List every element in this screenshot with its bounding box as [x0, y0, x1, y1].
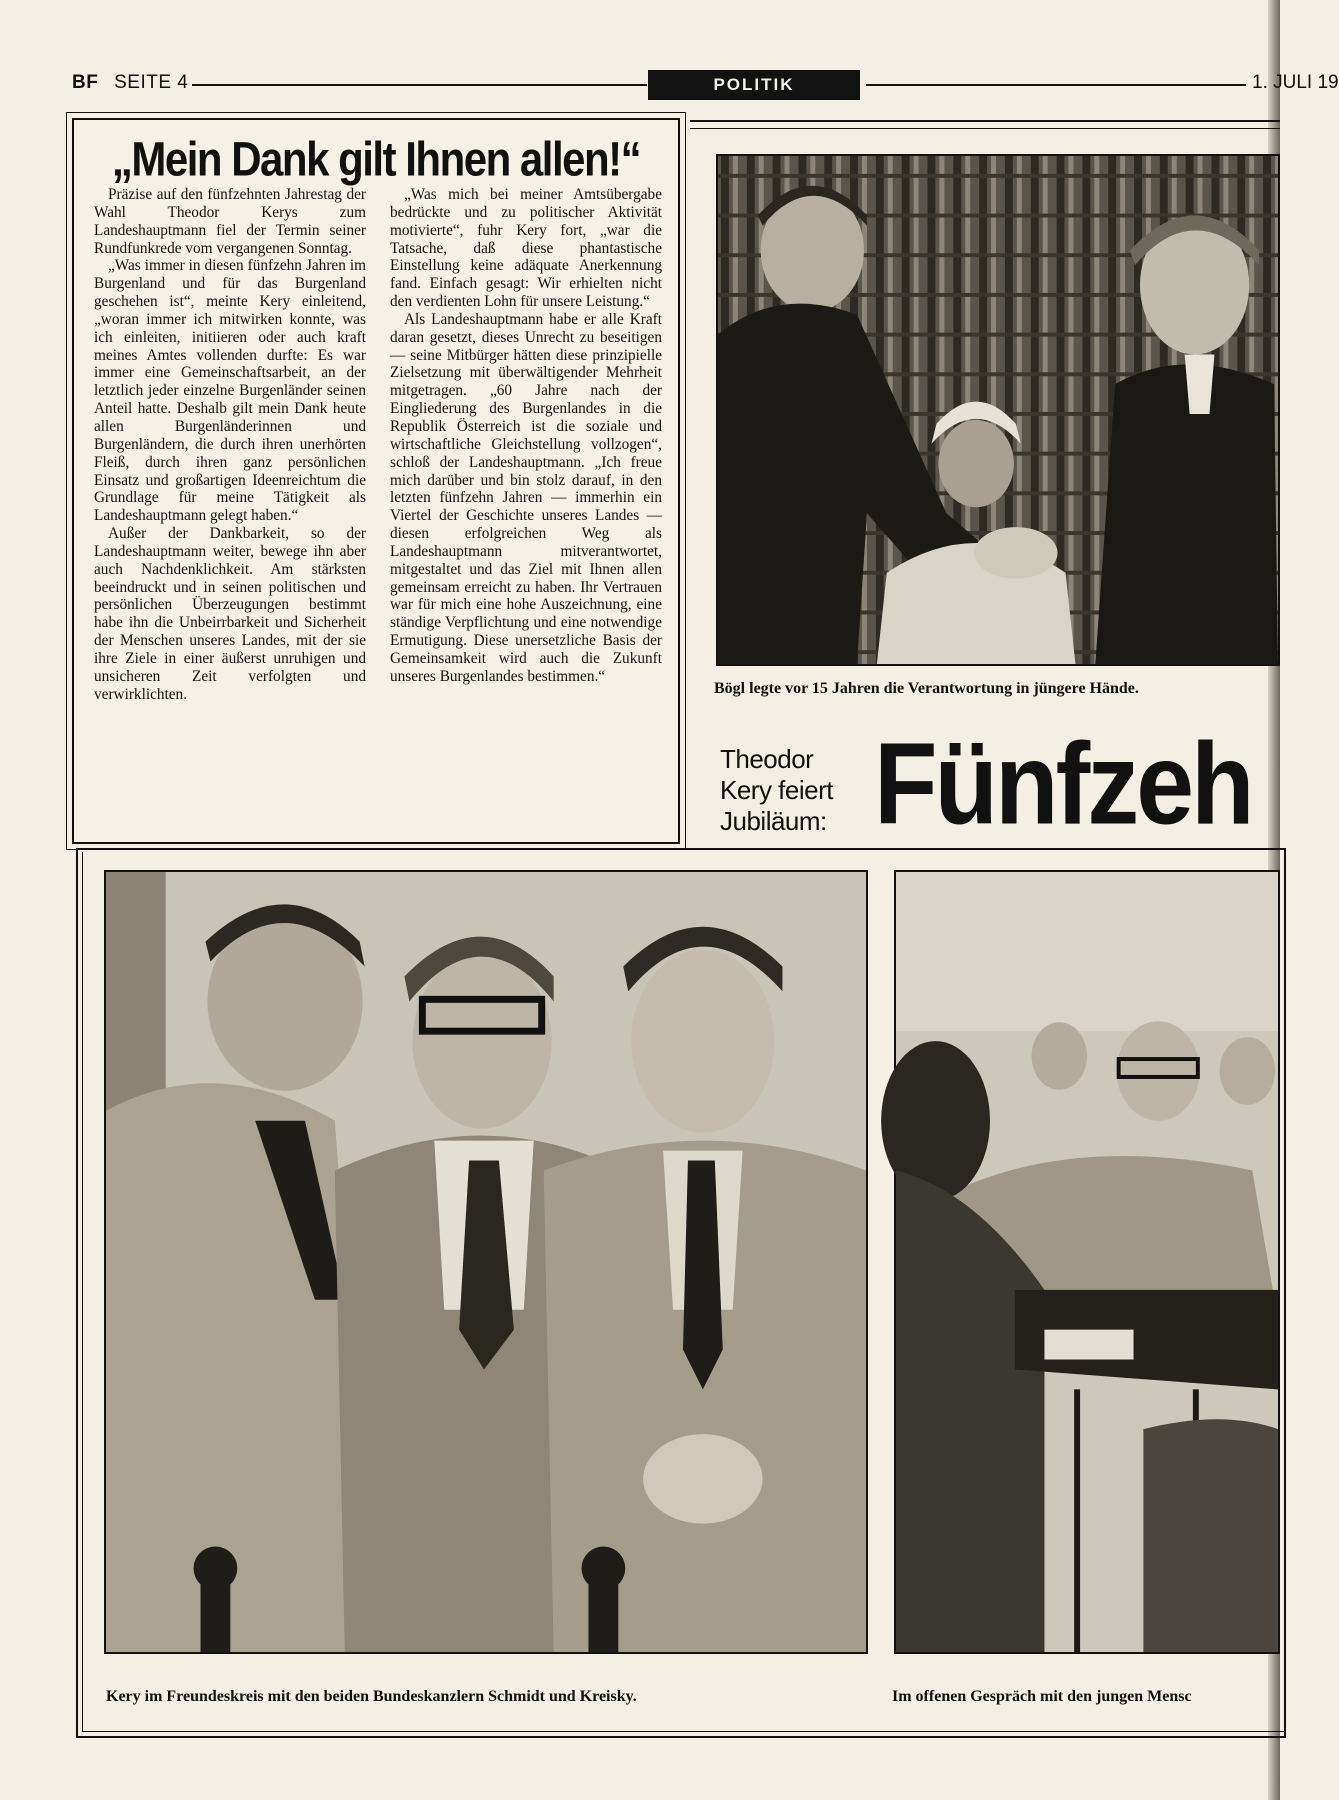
paper-abbrev: BF [72, 72, 99, 93]
page-label [72, 72, 188, 94]
header-rule-left [192, 84, 647, 86]
photo-three-men [104, 870, 868, 1654]
photo-caption: Bögl legte vor 15 Jahren die Verantwortung in jüngere Hände. [714, 680, 1139, 697]
paragraph: „Was immer in diesen fünfzehn Jahren im Burgenland und für das Burgenland geschehen ist“, meinte Kery einleitend, „woran immer ich mitwirken konnte, was ich einleiten, initiieren oder auch kraft meines Amtes vollenden durfte: Es war immer eine Gemeinschaftsarbeit, an der letztlich jeder einzelne Burgenländer seinen Anteil hatte. Deshalb gilt mein Dank heute allen Burgenländerinnen und Burgenländern, die durch ihren unerhörten Fleiß, durch ihren ganz persönlichen Einsatz und großartigen Ideenreichtum die Grundlage für meine Tätigkeit als Landeshauptmann gelegt haben.“ [94, 257, 366, 525]
kicker-line: Kery feiert [720, 775, 833, 805]
article-column-1 [94, 186, 366, 703]
running-header [72, 70, 1339, 100]
article-box [72, 118, 680, 844]
kicker-line: Jubiläum: [720, 806, 827, 836]
paragraph: „Was mich bei meiner Amtsübergabe bedrückte und zu politischer Aktivität motivierte“, fuhr Kery fort, „war die Tatsache, daß diese phantastische Einstellung keine adäquate Anerkennung fand. Einfach gesagt: Wir erhielten nicht den verdienten Lohn für unsere Leistung.“ [390, 186, 662, 311]
article-headline: „Mein Dank gilt Ihnen allen!“ [111, 132, 641, 187]
header-rule-right [866, 84, 1246, 86]
feature-kicker [720, 744, 870, 837]
section-label: POLITIK [648, 70, 860, 100]
photo-meeting [894, 870, 1280, 1654]
paragraph: Außer der Dankbarkeit, so der Landeshauptmann weiter, bewege ihn aber auch Nachdenklichkeit. Am stärksten beeindruckt und in seinen politischen und persönlichen Überzeugungen bestimmt habe ihn die Unbeirrbarkeit und Sicherheit der Menschen unseres Landes, mit der sie ihre Ziele in einer äußerst unruhigen und unsicheren Zeit verfolgten und verwirklichten. [94, 525, 366, 703]
kicker-line: Theodor [720, 744, 814, 774]
photo-handshake [716, 154, 1280, 666]
article-column-2 [390, 186, 662, 686]
column-rule [690, 120, 1280, 129]
photo-caption: Im offenen Gespräch mit den jungen Mensc [892, 1688, 1192, 1705]
photo-caption: Kery im Freundeskreis mit den beiden Bundeskanzlern Schmidt und Kreisky. [106, 1688, 637, 1705]
paragraph: Präzise auf den fünfzehnten Jahrestag der Wahl Theodor Kerys zum Landeshauptmann fiel der Termin seiner Rundfunkrede vom vergangenen Sonntag. [94, 186, 366, 257]
page-number: SEITE 4 [114, 72, 189, 93]
issue-date: 1. JULI 19 [1252, 72, 1339, 93]
paragraph: Als Landeshauptmann habe er alle Kraft daran gesetzt, dieses Unrecht zu beseitigen — seine Mitbürger hätten diese prinzipielle Zielsetzung mit überwältigender Mehrheit mitgetragen. „60 Jahre nach der Eingliederung des Burgenlandes in die Republik Österreich ist die soziale und wirtschaftliche Gleichstellung vollzogen“, schloß der Landeshauptmann. „Ich freue mich darüber und bin stolz darauf, in den letzten fünfzehn Jahren — immerhin ein Viertel der Geschichte unseres Landes — diesen erfolgreichen Weg als Landeshauptmann mitverantwortet, mitgestaltet und das Ziel mit Ihnen allen gemeinsam erreicht zu haben. Ihr Vertrauen war für mich eine hohe Auszeichnung, eine ständige Verpflichtung und eine notwendige Ermutigung. Diese unersetzliche Basis der Gemeinsamkeit wird auch die Zukunft unseres Burgenlandes bestimmen.“ [390, 310, 662, 685]
feature-title: Fünfzeh [874, 719, 1252, 850]
